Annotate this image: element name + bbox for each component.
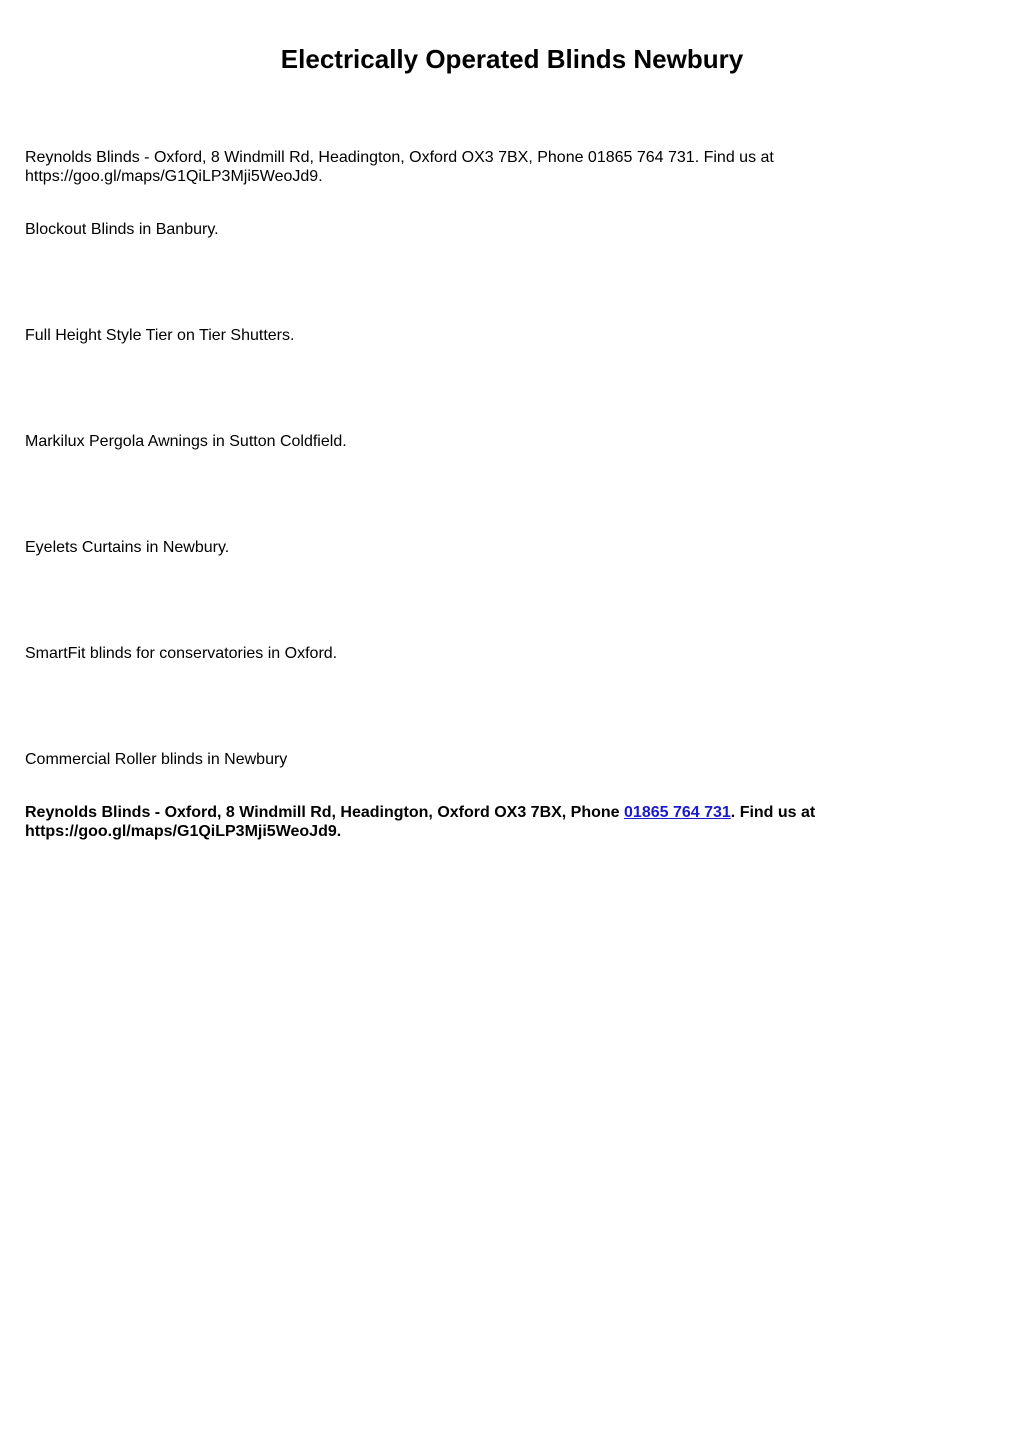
- footer-text-before-link: Reynolds Blinds - Oxford, 8 Windmill Rd, Headington, Oxford OX3 7BX, Phone: [25, 804, 625, 821]
- list-item: SmartFit blinds for conservatories in Oxford.: [25, 645, 338, 662]
- footer-line-2: https://goo.gl/maps/G1QiLP3Mji5WeoJd9.: [25, 823, 342, 840]
- intro-line-2: https://goo.gl/maps/G1QiLP3Mji5WeoJd9.: [25, 168, 323, 185]
- intro-paragraph: [25, 148, 905, 186]
- list-item: Full Height Style Tier on Tier Shutters.: [25, 327, 295, 344]
- list-item: Eyelets Curtains in Newbury.: [25, 539, 230, 556]
- list-item: Blockout Blinds in Banbury.: [25, 221, 219, 238]
- page-title: Electrically Operated Blinds Newbury: [280, 44, 744, 74]
- phone-link[interactable]: 01865 764 731: [624, 804, 731, 821]
- list-item: Markilux Pergola Awnings in Sutton Coldfield.: [25, 433, 347, 450]
- footer-paragraph: [25, 803, 905, 841]
- intro-line-1: Reynolds Blinds - Oxford, 8 Windmill Rd, Headington, Oxford OX3 7BX, Phone 01865 764 731. Find us at: [25, 149, 774, 166]
- footer-text-after-link: . Find us at: [730, 804, 816, 821]
- list-item: Commercial Roller blinds in Newbury: [25, 751, 288, 768]
